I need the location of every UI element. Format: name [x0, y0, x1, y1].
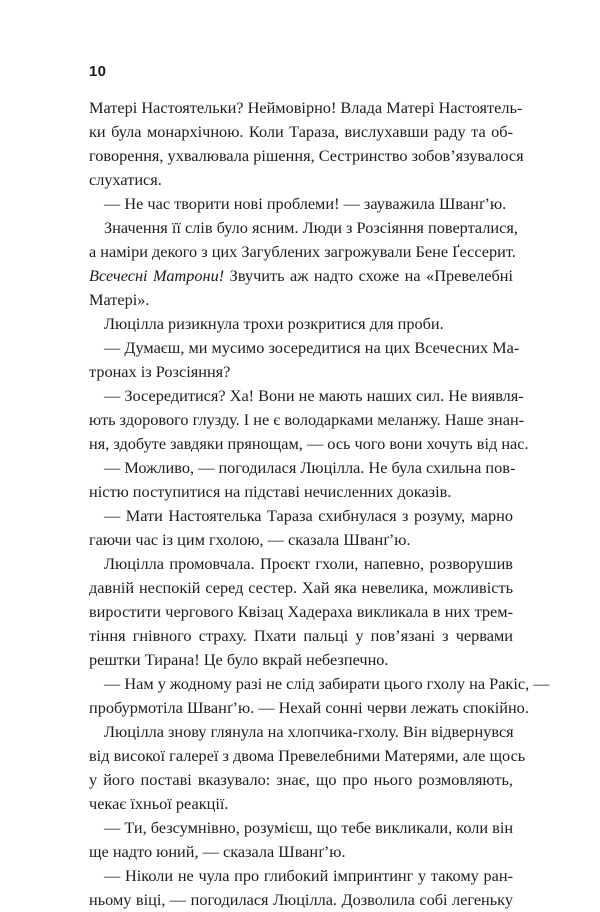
paragraph [89, 96, 524, 192]
text-line: у його поставі вказувало: знає, що про нього розмовляють, [89, 770, 513, 789]
paragraph [89, 336, 520, 384]
paragraph [89, 672, 550, 720]
text-line: пробурмотіла Шванґ’ю. — Нехай сонні черви лежать спокійно. [89, 698, 529, 717]
text-line: — Думаєш, ми мусимо зосередитися на цих Всечесних Ма- [104, 338, 520, 357]
text-line: давній неспокій серед сестер. Хай яка невелика, можливість [89, 578, 513, 597]
page-number: 10 [89, 63, 107, 80]
paragraph [89, 192, 513, 216]
text-line: виростити чергового Квізац Хадераха викликала в них трем- [89, 602, 513, 621]
text-line: гаючи час із цим гхолою, — сказала Шванґ’ю. [89, 530, 411, 549]
text-line: — Нам у жодному разі не слід забирати цього гхолу на Ракіс, — [104, 674, 550, 693]
text-line: — Ніколи не чула про глибокий імпринтинг у такому ран- [104, 866, 513, 885]
text-line: тіння гнівного страху. Пхати пальці у пов’язані з червами [89, 626, 513, 645]
text-line: тронах із Розсіяння? [89, 362, 231, 381]
text-line: Всечесні Матрони! Звучить аж надто схоже на «Превелебні [89, 266, 514, 285]
text-line: слухатися. [89, 170, 162, 189]
text-line: Люцілла промовчала. Проєкт гхоли, напевно, розворушив [104, 554, 513, 573]
text-line: Матері Настоятельки? Неймовірно! Влада Матері Настоятель- [89, 98, 523, 117]
paragraph [89, 504, 513, 552]
text-line: від високої галереї з двома Превелебними Матерями, але щось [89, 746, 526, 765]
text-line: — Мати Настоятелька Тараза схибнулася з розуму, марно [104, 506, 513, 525]
text-line: — Можливо, — погодилася Люцілла. Не була схильна пов- [104, 458, 516, 477]
paragraph [89, 864, 513, 912]
text-line: Матері». [89, 290, 150, 309]
text-line: ки була монархічною. Коли Тараза, вислухавши раду та об- [89, 122, 513, 141]
text-line: — Не час творити нові проблеми! — зауважила Шванґ’ю. [104, 194, 507, 213]
text-line: ньому віці, — погодилася Люцілла. Дозволила собі легеньку [89, 890, 513, 909]
text-line: ще надто юний, — сказала Шванґ’ю. [89, 842, 346, 861]
text-line: — Ти, безсумнівно, розумієш, що тебе викликали, коли він [104, 818, 514, 837]
text-line: Люцілла знову глянула на хлопчика-гхолу. Він відвернувся [104, 722, 514, 741]
body-text [89, 96, 550, 912]
text-line: ня, здобуте завдяки прянощам, — ось чого вони хочуть від нас. [89, 434, 529, 453]
paragraph [89, 384, 529, 456]
text-line: говорення, ухвалювала рішення, Сестринство зобов’язувалося [89, 146, 524, 165]
paragraph [89, 216, 518, 312]
text-line: ють здорового глузду. І не є володарками меланжу. Наше знан- [89, 410, 525, 429]
paragraph [89, 456, 516, 504]
text-line: ністю поступитися на підставі нечисленних доказів. [89, 482, 452, 501]
paragraph [89, 816, 513, 864]
paragraph [89, 720, 526, 816]
text-line: а наміри декого з цих Загублених загрожували Бене Ґессерит. [89, 242, 516, 261]
paragraph [89, 552, 513, 672]
paragraph [89, 312, 513, 336]
text-line: Значення її слів було ясним. Люди з Розсіяння поверталися, [104, 218, 518, 237]
text-line: чекає їхньої реакції. [89, 794, 229, 813]
text-line: — Зосередитися? Ха! Вони не мають наших сил. Не виявля- [104, 386, 524, 405]
text-line: Люцілла ризикнула трохи розкритися для проби. [104, 314, 444, 333]
text-line: рештки Тирана! Це було вкрай небезпечно. [89, 650, 389, 669]
